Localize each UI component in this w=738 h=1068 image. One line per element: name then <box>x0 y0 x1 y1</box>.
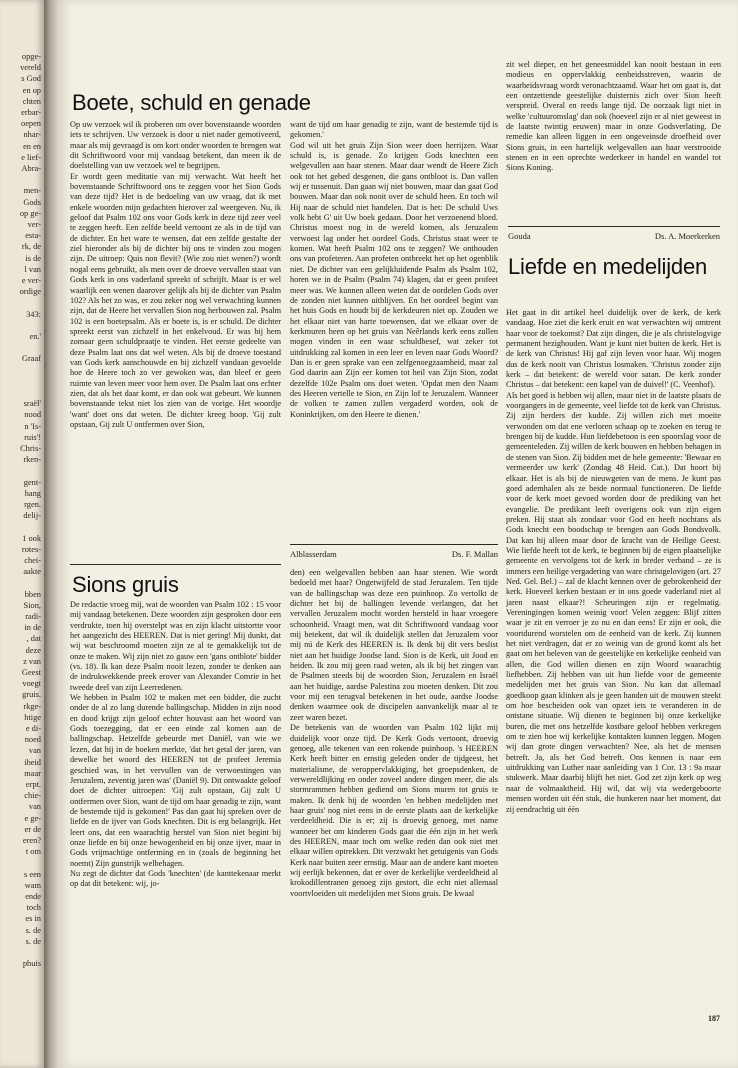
previous-page-text-fragment: nhar- <box>23 130 41 140</box>
previous-page-text-fragment: delij- <box>23 511 41 521</box>
previous-page-text-fragment: sraël' <box>23 399 41 409</box>
previous-page-text-fragment: aakte <box>23 567 41 577</box>
previous-page-text-fragment: toch <box>26 903 41 913</box>
boete-paragraph: Op uw verzoek wil ik proberen om over bovenstaande woorden iets te schrijven. Uw verzoek is door u niet nader gemotiveerd, maar als mij gevraagd is om kort onder woorden te brengen wat dit Schriftwoord voor mij vandaag betekent, dan meen ik de doelstelling van uw verzoek wel te begrijpen. <box>70 120 281 171</box>
previous-page-text-fragment: ver- <box>27 220 41 229</box>
sions-column-1 <box>70 600 281 1006</box>
previous-page-text-fragment: s God <box>21 74 41 84</box>
previous-page-text-fragment: s. de <box>25 925 41 935</box>
previous-page-text-fragment: oepen <box>21 119 41 129</box>
previous-page-text-fragment: deze <box>25 645 41 655</box>
rule-sions-top <box>70 564 281 565</box>
boete-paragraph: God wil uit het gruis Zijn Sion weer doen herrijzen. Waar schuld is, is genade. Zo krijgen Gods knechten een welgevallen aan haar stenen. Maar daar wendt de Heere Zich ook tot het gebed desgenen, die gans ontbloot is. Dan vallen wij er tussenuit. Dan gaan wij niet bouwen, maar dan gaat God bouwen. Maar dan ook nooit over de schuld heen. En toch wil Hij naar de schuld niet handelen. Dat is het: De schuld Uws volk hebt G' uit Uw boek gedaan. Door het verzoenend bloed. Christus moest nog in de wereld komen, als Jeruzalem verwoest lag onder het oordeel Gods. Christus staat weer te komen. Wat heeft Psalm 102 ons te zeggen? We onthouden ons van profeteren. Aan profeten ontbreekt het op het ogenblik niet. De dichter van een gelijkluidende Psalm als Psalm 102, horen we in de Psalm (Psalm 74) klagen, dat er geen profeet meer was. We kunnen alleen weten dat de oordelen Gods over de zonden niet kunnen uitblijven. En het oordeel begint van het huis Gods en houdt bij de kerkdeuren niet op. Zouden we het elkaar niet van harte toewensen, dat we elkaar over de kerkmuren heen op het gruis van Neêrlands kerk eens zullen mogen vinden in een waar schuldbesef, wat zeker tot uitdrukking zal komen in een leer en leven naar Gods Woord? Dan is er geen sprake van een zelfgenoegzaamheid, maar zal God daarin aan Zijn eer komen tot heil van Zijn Sion, zodat dezelfde 102e Psalm ons doet weten. 'Opdat men den Naam des Heeren vertelle te Sion, en Zijn lof te Jeruzalem. Wanneer de volken te zamen zullen vergaderd worden, ook de Koninkrijken, om den Heere te dienen.' <box>290 140 498 419</box>
liefde-paragraph: Het gaat in dit artikel heel duidelijk over de kerk, de kerk vandaag. Hoe ziet die kerk eruit en wat verwachten wij omtrent haar voor de toekomst? Dat zijn dingen, die je als christelogvige permanent bezighouden. Want je kunt niet buiten de kerk. Het is de kerk van Christus! Hij gaf zijn leven voor haar. Wij mogen dus de kerk nooit van Christus losmaken. 'Christus zonder zijn kerk – dat betekent: de wereld voor satan. De kerk zonder Christus – dat betekent: een kapel van de duivel!' (C. Veenhof). <box>506 308 721 390</box>
signature-moerkerken <box>508 231 720 241</box>
previous-page-text-fragment: e lief- <box>21 152 41 162</box>
previous-page-text-fragment: vereld <box>20 63 41 73</box>
previous-page-text-fragment: 1 ook <box>22 533 41 543</box>
previous-page-text-fragment: chie- <box>24 791 41 801</box>
signature-author: Ds. A. Moerkerken <box>654 231 720 241</box>
previous-page-text-fragment: htige <box>24 712 41 722</box>
page-number: 187 <box>708 1014 720 1023</box>
signature-mallan <box>290 549 498 559</box>
sions-paragraph: De redactie vroeg mij, wat de woorden van Psalm 102 : 15 voor mij vandaag betekenen. Deze woorden zijn gesproken door een verdrukte, toen hij overstelpt was en zijn klacht uitstortte voor het aangezicht des HEEREN. Dat is niet gering! Mij dunkt, dat wij wat beschroomd moeten zijn ze al te gemakkelijk tot de onze te maken. Wij zijn niet zo gauw een 'gans ontblote' bidder (vs. 18). Ik kan deze Psalm nooit lezen, zonder te denken aan de indrukwekkende preek erover van Alexander Comrie in het tweede deel van zijn Leerredenen. <box>70 600 281 692</box>
previous-page-text-fragment: esta- <box>25 231 41 241</box>
previous-page-text-fragment: en.' <box>29 332 41 341</box>
previous-page-text-fragment: e ver- <box>21 276 41 285</box>
previous-page-text-fragment: e ge- <box>24 813 41 823</box>
sions-continued-paragraph: zit wel dieper, en het geneesmiddel kan nooit bestaan in een modieus en oppervlakkig eenheidsstreven, waarin de waarheidsvraag wordt veronachtzaamd. Waar het om gaat is, dat een ontzettende geestelijke duisternis zich over Sion heeft verspreid. Overal en reeds lange tijd. De oorzaak ligt niet in welke 'cultuuromslag' dan ook (hoeveel zijn er al niet geweest in de laatste twintig eeuwen) maar in onze Godsverlating. De remedie kan alleen liggen in een ongeveinsde droefheid over Sions gruis, in een hartelijk welgevallen aan haar verstrooide stenen en in een oprechte wederkeer in handel en wandel tot Sions Koning. <box>506 60 721 173</box>
previous-page-text-fragment: Gods <box>23 197 41 207</box>
previous-page-text-fragment: chei- <box>24 556 41 565</box>
previous-page-text-fragment: men- <box>23 186 41 196</box>
previous-page-text-fragment: es in <box>25 914 41 924</box>
previous-page-text-fragment: eren? <box>22 836 41 845</box>
previous-page-text-fragment: iheid <box>24 757 41 767</box>
liefde-column <box>506 308 721 1006</box>
previous-page-text-fragment: rk, de <box>21 242 41 252</box>
previous-page-edge <box>0 0 44 1068</box>
previous-page-text-fragment: rken- <box>23 455 41 465</box>
previous-page-text-fragment: er de <box>24 824 41 834</box>
column-3-top <box>506 60 721 226</box>
previous-page-text-fragment: e di- <box>25 724 41 733</box>
previous-page-text-fragment: l van <box>24 264 41 274</box>
signature-place: Alblasserdam <box>290 549 337 559</box>
previous-page-text-fragment: bben <box>24 589 41 599</box>
previous-page-text-fragment: ordige <box>19 287 41 297</box>
previous-page-text-fragment: chten <box>22 96 41 106</box>
previous-page-text-fragment: nood <box>24 410 41 420</box>
sions-paragraph: We hebben in Psalm 102 te maken met een bidder, die zucht onder de al zo lang durende ballingschap. Midden in zijn nood en dood krijgt zijn geloof echter houvast aan het woord van Gods toezegging, dat er een einde zal komen aan de ballingschap. Hetzelfde gebeurde met Daniël, van wie we lezen, dat hij in de boeken merkte, 'dat het getal der jaren, van dewelke het woord des HEEREN tot de profeet Jeremia geschied was, in het vervullen van de verwoestingen van Jeruzalem, zeventig jaren was' (Daniël 9). Dit ontwaakte geloof doet de dichter uitroepen: 'Gij zult opstaan, Gij zult U ontfermen over Sion, want de tijd om haar genadig te zijn, want de bestemde tijd is gekomen!' Pas dan gaat hij spreken over de liefde en de ijver van Gods knechten. Dit is erg belangrijk. Het leert ons, dat een waarachtig herstel van Sion niet begint bij onze liefde en bij onze bewogenheid en bij onze ijver, maar in Gods vrijmachtige ontferming en in (zoals de beginning het noemt) Zijn gunstrijk welbehagen. <box>70 693 281 868</box>
previous-page-text-fragment: op ge- <box>19 208 41 218</box>
rule-alblasserdam <box>290 544 498 545</box>
headline-liefde-en-medelijden: Liefde en medelijden <box>508 254 708 279</box>
book-gutter <box>44 0 58 1068</box>
previous-page-text-fragment: voegt <box>22 679 41 689</box>
previous-page-text-fragment: t om <box>25 847 41 857</box>
magazine-page <box>58 0 738 1068</box>
headline-boete: Boete, schuld en genade <box>72 90 311 115</box>
previous-page-text-fragment: gruis. <box>22 690 41 700</box>
previous-page-text-fragment: rotes- <box>21 544 41 554</box>
boete-paragraph: Er wordt geen meditatie van mij verwacht. Wat heeft het bovenstaande Schriftwoord ons te zeggen voor het Sion Gods van deze tijd? Het is de bedoeling van uw vraag, dat ik met enkele woorden mijn gedachten hierover zal weergeven. Nu, ik geloof dat Psalm 102 ons voor Gods kerk in deze tijd zeer veel te zeggen heeft. Een zelfde beeld vertoont ze als in de tijd van de dichter. En het ware te wensen, dat een zelfde gestalte der ziel hieronder als bij de dichter bij ons te vinden zou mogen zijn. De uitroep: Quis non flevit? (Wie zou niet wenen?) wordt nogal eens gebruikt, als men over de droeve vervallen staat van Gods kerk in ons vaderland spreekt of schrijft. Maar is er wel waarlijk een wenen daarover gelijk als bij de dichter van Psalm 102? Als het zo was, er zou zeker nog wel verwachting kunnen zijn, dat de Heere het vervallen Sion nog herbouwen zal. Psalm 102 is een boetepsalm. Als er boete is, is er schuld. De dichter spreekt eerst van zichzelf in het enkelvoud. Er was bij hem zomaar geen schuldpraatje te vinden. Het eerste gedeelte van deze Psalm laat ons dat wel weten. Als bij de droeve toestand van Gods kerk aanschouwde en bij zichzelf vandaan gevoelde hoe de Heere toch zo ver gewoken was, dan bleef er geen ruimte van leven meer voor hem over. De Psalm laat ons echter zien, dat als het daar komt, er dan ook wat gebeurt. We kunnen bovenstaande tekst niet los zien van de vorige. Het woordje 'want' doet ons dat weten. De dichter kreeg hoop. 'Gij zult opstaan, Gij zult U ontfermen over Sion, <box>70 171 281 429</box>
previous-page-text-fragment: radi- <box>25 612 41 621</box>
sions-paragraph: De betekenis van de woorden van Psalm 102 lijkt mij duidelijk voor onze tijd. De Kerk Gods vertoont, droevig genoeg, alle tekenen van een rokende puinhoop. 's HEEREN Kerk heeft bitter en ernstig geleden onder de tijdgeest, het materialisme, de veroppervlakkiging, het groepsdenken, de verwereldlijking en onder zoveel andere dingen meer, die als stormrammen hebben gediend om Sions muren tot gruis te maken. Ik denk bij de woorden 'en hebben medelijden met haar gruis' nog niet eens in de eerste plaats aan de kerkelijke verdeeldheid. Die is er; zij is droevig genoeg, met name wanneer het om kinderen Gods gaat die één zijn in het werk des HEEREN, maar toch om welke reden dan ook niet met elkaar willen optrekken. Dit verzwakt het getuigenis van Gods Kerk naar buiten zeer ernstig. Maar aan de andere kant moeten wij eerlijk bekennen, dat er over de kerkelijke verdeeldheid al krokodillentranen genoeg zijn gestort, die echt niet allemaal voortvloeiden uit medelijden met Sions gruis. De kwaal <box>290 723 498 898</box>
previous-page-text-fragment: Chris- <box>20 444 41 453</box>
previous-page-text-fragment: n 'Is- <box>24 421 41 431</box>
previous-page-text-fragment: van <box>28 746 41 756</box>
previous-page-text-fragment: , dat <box>26 634 41 644</box>
signature-author: Ds. F. Mallan <box>451 549 498 559</box>
previous-page-text-fragment: in de <box>24 623 41 633</box>
previous-page-text-fragment: wam <box>24 880 41 890</box>
previous-page-text-fragment: ruis'! <box>24 432 41 442</box>
sions-column-2 <box>290 568 498 1006</box>
signature-place: Gouda <box>508 231 531 241</box>
previous-page-text-fragment: erbar- <box>21 108 41 117</box>
sions-paragraph: Nu zegt de dichter dat Gods 'knechten' (de kanttekenaar merkt op dat dit betekent: wij, jo- <box>70 868 281 889</box>
previous-page-text-fragment: Abra- <box>21 164 41 173</box>
previous-page-text-fragment: Sion, <box>23 600 41 610</box>
previous-page-text-fragment: van <box>28 802 41 812</box>
rule-gouda <box>508 226 720 227</box>
previous-page-text-fragment: z van <box>23 656 41 666</box>
boete-paragraph: want de tijd om haar genadig te zijn, want de bestemde tijd is gekomen.' <box>290 120 498 140</box>
previous-page-text-fragment: gent- <box>23 477 41 487</box>
liefde-paragraph: Als het goed is hebben wij allen, maar niet in de laatste plaats de voorgangers in de gemeente, veel liefde tot de kerk van Christus. Zij zijn herders der kudde. Zij willen zich met moeite verwonden om dat ene verloren schaap op te zoeken en terug te brengen bij de kudde. Hun liefdebetoon is een spoorslag voor de gemeenteleden. Zij willen de kerk bouwen en hebben behagen in de stenen van Sion. Zij bidden met de hele gemeente: 'Bewaar en vermeerder uw kerk' (Zondag 48 Heid. Cat.). Dat hoort bij elkaar. Het is als bij de nieuwgeten van de mens. Je kunt pas goed ademhalen als ze beide normaal functioneren. De liefde voor de kerk moet gevoed worden door de prediking van het evangelie. De predikant leeft overigens ook van zijn eigen preken. Hij staat als zondaar voor God en heeft nochtans als Gods knecht een boodschap te brengen aan Gods Bondsvolk. Dat kan hij alleen maar door de kracht van de Heilige Geest. Wie liefde heeft tot de kerk, te beginnen bij de eigen plaatselijke gemeente en vervolgens tot de kerk in breder verband – ze is immers een heilige vergadering van ware christgelovigen (art. 27 Ned. Gel. Bel.) – zal de klacht kennen over de gebrokenheid der kerk. Hoeveel kerken bestaan er in ons goede vaderland niet al jaren naast elkaar?! Scheuringen zijn er regelmatig. Vereningingen komen weinig voor! Velen zeggen: Blijf zitten waar je zit en verroer je zo nu en dan eens! Er zijn er ook, die voortdurend worstelen om de eenheid van de kerk. Zij kunnen het niet verdragen, dat er zo weinig van de grond komt als het gaat om het beleven van de geestelijke en kerkelijke eenheid van allen, die God willen dienen en zijn Woord waarachtig liefhebben. Zij hebben van uit hun liefde voor de gemeente medelijden met het gruis van Sion. Nu kan dat allemaal goedkoop gaan klinken als je geen handen uit de mouwen steekt om hoe bescheiden ook van opzet iets te veranderen in de ontstane situatie. Wij dienen te beginnen bij onze kerkelijke buren, die met ons hetzelfde kostbare geloof hebben verkregen om te zien hoe wij kerkelijke kontakten kunnen leggen. Mogen wij dan grote dingen verwachten? Nee, als het de mensen betreft. Ja, als het God betreft. Ons kennen is naar een uitdrukking van Luther naar aanleiding van 1 Cor. 13 : 9a maar stukwerk. Maar daarbij blijft het niet. God zet zijn kerk op weg naar de volmaaktheid. Hij wil, dat wij via wedergeboorte mensen worden uit één stuk, die hunkeren naar het moment, dat zij eendrachtig uit één <box>506 390 721 814</box>
previous-page-text-fragment: noed <box>24 735 41 745</box>
boete-column-2 <box>290 120 498 542</box>
previous-page-text-fragment: hang <box>24 488 41 498</box>
previous-page-text-fragment: maar <box>24 768 41 778</box>
previous-page-text-fragment: 343: <box>26 309 41 319</box>
headline-sions-gruis: Sions gruis <box>72 572 179 597</box>
previous-page-text-fragment: ende <box>25 892 41 901</box>
previous-page-text-fragment: s. de <box>25 936 41 946</box>
previous-page-text-fragment: erpt. <box>25 780 41 789</box>
previous-page-text-fragment: en op <box>22 85 41 95</box>
previous-page-text-fragment: Graaf <box>21 354 41 364</box>
previous-page-text-fragment: phuis <box>22 959 41 969</box>
previous-page-text-fragment: Geest <box>21 668 41 677</box>
previous-page-text-fragment: rkge- <box>23 701 41 711</box>
previous-page-text-fragment: rgen. <box>24 500 41 509</box>
previous-page-text-fragment: s een <box>24 869 41 879</box>
previous-page-text-fragment: is de <box>25 253 41 263</box>
previous-page-text-fragment: en en <box>23 141 41 151</box>
boete-column-1 <box>70 120 281 558</box>
previous-page-text-fragment: opge- <box>21 52 41 61</box>
sions-paragraph: den) een welgevallen hebben aan haar stenen. Wie wordt bedoeld met haar? Ongetwijfeld de stad Jeruzalem. Ten tijde van de ballingschap was deze een puinhoop. Zo vertolkt de dichter het bij de ballingen levende verlangen, dat het vervallen Jeruzalem mocht worden hersteld in haar vroegere schoonheid. Vraagt men, wat dit Schriftwoord vandaag voor mij betekent, dat wil ik duidelijk stellen dat Jeruzalem voor mij nú de Kerk des HEEREN is. Ik denk bij dit vers beslist niet aan het huidige Joodse land. Sion is de Kerk, uit Jood en heiden. Ik zou mij geen raad weten, als ik bij het zingen van de Psalmen steeds bij de woorden Sion, Jeruzalem en Israël aan het huidige, aardse Palestina zou moeten denken. Dit zou voor mij een terugval betekenen in het oude, aardse Joodse denken waarmee ook de discipelen aanvankelijk maar al te zeer waren bezet. <box>290 568 498 722</box>
